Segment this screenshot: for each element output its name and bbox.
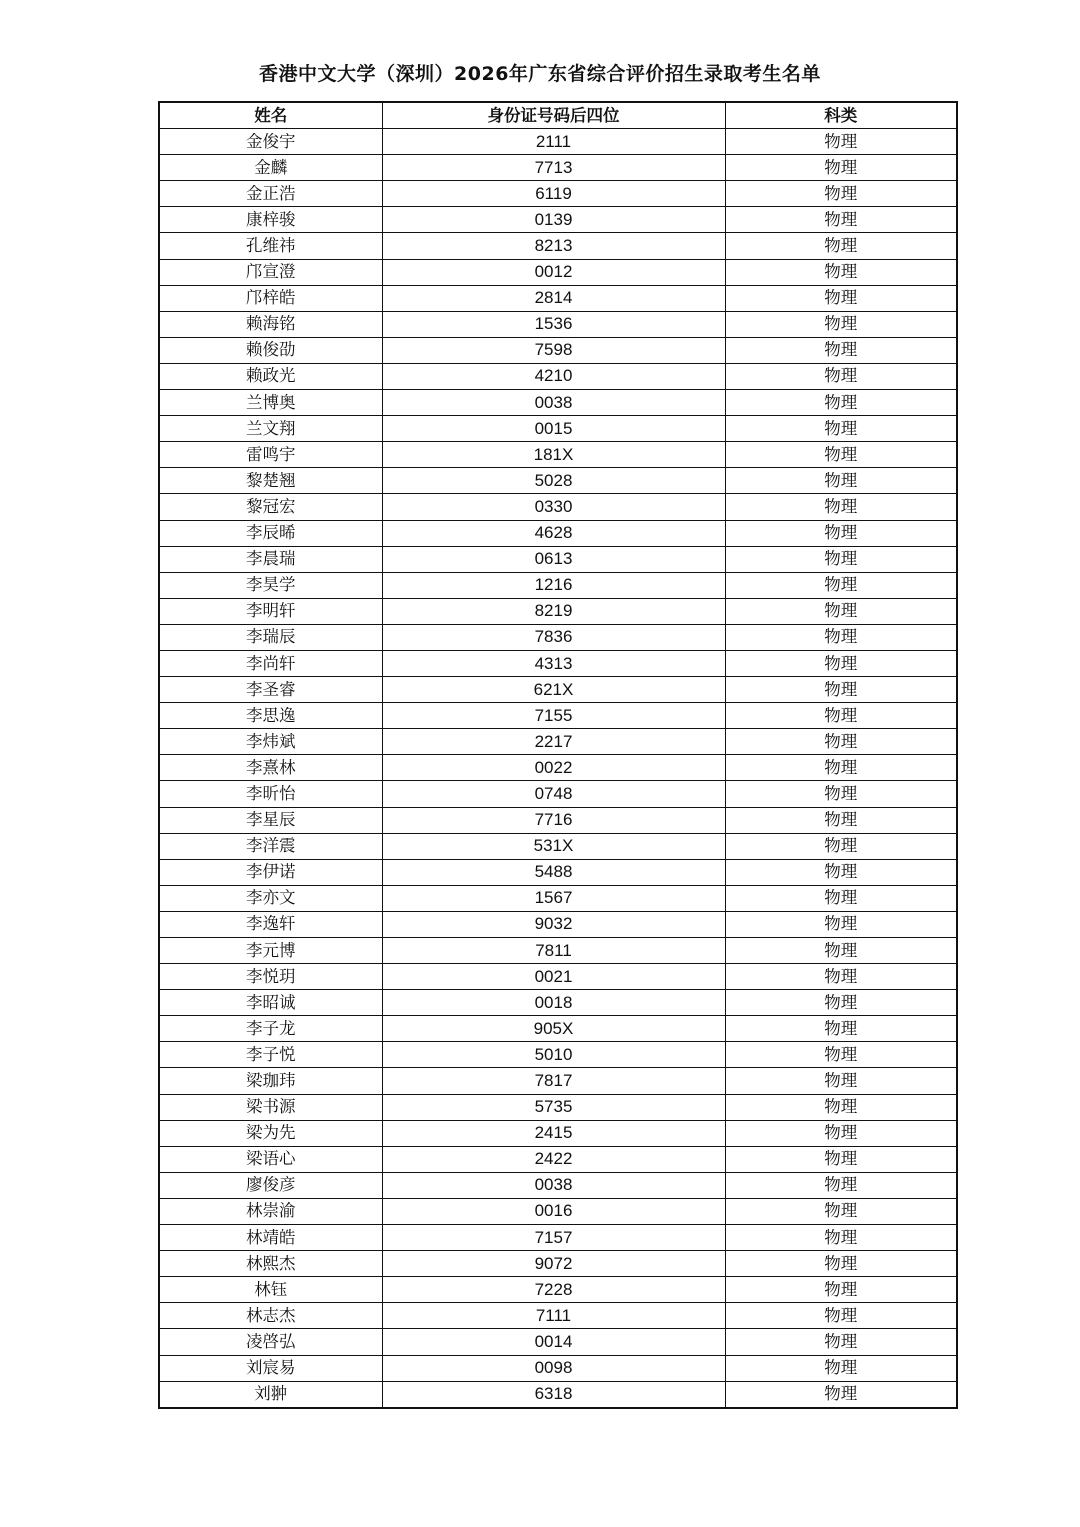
cell-name: 李晨瑞	[159, 546, 382, 572]
cell-id-last4: 7716	[382, 807, 725, 833]
cell-id-last4: 5010	[382, 1042, 725, 1068]
table-row	[159, 650, 957, 676]
header-id-last4: 身份证号码后四位	[382, 102, 725, 129]
table-row	[159, 129, 957, 155]
cell-subject: 物理	[725, 1303, 957, 1329]
cell-id-last4: 2814	[382, 285, 725, 311]
table-row	[159, 1172, 957, 1198]
cell-name: 李亦文	[159, 885, 382, 911]
cell-id-last4: 5028	[382, 468, 725, 494]
cell-name: 李熹林	[159, 755, 382, 781]
cell-subject: 物理	[725, 181, 957, 207]
cell-subject: 物理	[725, 1381, 957, 1408]
cell-subject: 物理	[725, 546, 957, 572]
table-row	[159, 311, 957, 337]
cell-name: 李昭诚	[159, 990, 382, 1016]
header-subject: 科类	[725, 102, 957, 129]
table-row	[159, 964, 957, 990]
cell-subject: 物理	[725, 337, 957, 363]
table-row	[159, 729, 957, 755]
cell-name: 李辰晞	[159, 520, 382, 546]
table-row	[159, 337, 957, 363]
table-row	[159, 938, 957, 964]
cell-id-last4: 0038	[382, 1172, 725, 1198]
cell-id-last4: 0330	[382, 494, 725, 520]
table-row	[159, 1277, 957, 1303]
table-row	[159, 1355, 957, 1381]
page-title: 香港中文大学（深圳）2026年广东省综合评价招生录取考生名单	[259, 63, 821, 85]
cell-subject: 物理	[725, 911, 957, 937]
cell-id-last4: 0021	[382, 964, 725, 990]
cell-id-last4: 5735	[382, 1094, 725, 1120]
cell-subject: 物理	[725, 207, 957, 233]
cell-id-last4: 1216	[382, 572, 725, 598]
cell-name: 梁书源	[159, 1094, 382, 1120]
cell-subject: 物理	[725, 964, 957, 990]
table-row	[159, 285, 957, 311]
cell-id-last4: 7598	[382, 337, 725, 363]
cell-id-last4: 0014	[382, 1329, 725, 1355]
cell-name: 刘翀	[159, 1381, 382, 1408]
cell-id-last4: 1536	[382, 311, 725, 337]
cell-subject: 物理	[725, 468, 957, 494]
cell-id-last4: 0016	[382, 1198, 725, 1224]
cell-name: 赖政光	[159, 363, 382, 389]
table-row	[159, 990, 957, 1016]
cell-id-last4: 0018	[382, 990, 725, 1016]
cell-id-last4: 7817	[382, 1068, 725, 1094]
table-row	[159, 416, 957, 442]
cell-id-last4: 7713	[382, 155, 725, 181]
cell-name: 李悦玥	[159, 964, 382, 990]
table-row	[159, 1094, 957, 1120]
cell-subject: 物理	[725, 624, 957, 650]
cell-id-last4: 621X	[382, 677, 725, 703]
cell-name: 林志杰	[159, 1303, 382, 1329]
table-row	[159, 468, 957, 494]
table-row	[159, 1225, 957, 1251]
cell-name: 康梓骏	[159, 207, 382, 233]
cell-id-last4: 2217	[382, 729, 725, 755]
cell-id-last4: 8219	[382, 598, 725, 624]
cell-name: 梁珈玮	[159, 1068, 382, 1094]
table-row	[159, 520, 957, 546]
table-row	[159, 911, 957, 937]
table-row	[159, 807, 957, 833]
cell-name: 赖海铭	[159, 311, 382, 337]
cell-name: 李炜斌	[159, 729, 382, 755]
table-row	[159, 233, 957, 259]
cell-name: 李明轩	[159, 598, 382, 624]
table-row	[159, 546, 957, 572]
cell-subject: 物理	[725, 859, 957, 885]
cell-subject: 物理	[725, 155, 957, 181]
cell-id-last4: 7836	[382, 624, 725, 650]
cell-name: 李尚轩	[159, 650, 382, 676]
cell-subject: 物理	[725, 703, 957, 729]
cell-subject: 物理	[725, 1016, 957, 1042]
cell-id-last4: 0015	[382, 416, 725, 442]
cell-id-last4: 6119	[382, 181, 725, 207]
cell-name: 金麟	[159, 155, 382, 181]
table-row	[159, 755, 957, 781]
cell-id-last4: 905X	[382, 1016, 725, 1042]
cell-name: 黎楚翘	[159, 468, 382, 494]
cell-id-last4: 7155	[382, 703, 725, 729]
cell-subject: 物理	[725, 363, 957, 389]
cell-subject: 物理	[725, 1198, 957, 1224]
table-row	[159, 494, 957, 520]
cell-id-last4: 1567	[382, 885, 725, 911]
cell-subject: 物理	[725, 598, 957, 624]
cell-name: 邝梓皓	[159, 285, 382, 311]
cell-id-last4: 0139	[382, 207, 725, 233]
table-row	[159, 1016, 957, 1042]
cell-id-last4: 0038	[382, 390, 725, 416]
cell-name: 金俊宇	[159, 129, 382, 155]
cell-id-last4: 7111	[382, 1303, 725, 1329]
table-row	[159, 885, 957, 911]
table-row	[159, 1381, 957, 1408]
cell-name: 兰文翔	[159, 416, 382, 442]
table-row	[159, 859, 957, 885]
cell-name: 林钰	[159, 1277, 382, 1303]
table-row	[159, 1303, 957, 1329]
table-row	[159, 1042, 957, 1068]
table-row	[159, 1068, 957, 1094]
table-row	[159, 703, 957, 729]
cell-name: 李伊诺	[159, 859, 382, 885]
cell-id-last4: 7228	[382, 1277, 725, 1303]
table-row	[159, 259, 957, 285]
cell-subject: 物理	[725, 233, 957, 259]
cell-name: 李圣睿	[159, 677, 382, 703]
cell-subject: 物理	[725, 650, 957, 676]
cell-subject: 物理	[725, 1094, 957, 1120]
cell-id-last4: 9072	[382, 1251, 725, 1277]
cell-name: 李思逸	[159, 703, 382, 729]
cell-id-last4: 7811	[382, 938, 725, 964]
cell-id-last4: 2111	[382, 129, 725, 155]
table-row	[159, 1251, 957, 1277]
cell-subject: 物理	[725, 520, 957, 546]
cell-id-last4: 0748	[382, 781, 725, 807]
table-row	[159, 207, 957, 233]
cell-name: 林靖皓	[159, 1225, 382, 1251]
cell-id-last4: 6318	[382, 1381, 725, 1408]
cell-subject: 物理	[725, 781, 957, 807]
cell-name: 李昊学	[159, 572, 382, 598]
cell-subject: 物理	[725, 416, 957, 442]
cell-subject: 物理	[725, 259, 957, 285]
cell-id-last4: 0613	[382, 546, 725, 572]
cell-name: 李子龙	[159, 1016, 382, 1042]
table-row	[159, 781, 957, 807]
cell-id-last4: 5488	[382, 859, 725, 885]
cell-name: 林崇渝	[159, 1198, 382, 1224]
table-row	[159, 1329, 957, 1355]
table-row	[159, 572, 957, 598]
table-row	[159, 155, 957, 181]
table-row	[159, 181, 957, 207]
cell-name: 李瑞辰	[159, 624, 382, 650]
admission-table	[158, 101, 958, 1409]
table-header-row	[159, 102, 957, 129]
cell-name: 黎冠宏	[159, 494, 382, 520]
cell-id-last4: 0012	[382, 259, 725, 285]
cell-subject: 物理	[725, 494, 957, 520]
cell-name: 兰博奥	[159, 390, 382, 416]
cell-name: 李洋震	[159, 833, 382, 859]
cell-subject: 物理	[725, 1172, 957, 1198]
table-row	[159, 1146, 957, 1172]
cell-name: 梁为先	[159, 1120, 382, 1146]
cell-id-last4: 4313	[382, 650, 725, 676]
cell-subject: 物理	[725, 572, 957, 598]
cell-name: 李子悦	[159, 1042, 382, 1068]
cell-name: 林熙杰	[159, 1251, 382, 1277]
cell-subject: 物理	[725, 1042, 957, 1068]
cell-name: 李昕怡	[159, 781, 382, 807]
cell-subject: 物理	[725, 677, 957, 703]
cell-subject: 物理	[725, 1251, 957, 1277]
table-row	[159, 677, 957, 703]
cell-id-last4: 2422	[382, 1146, 725, 1172]
cell-name: 邝宣澄	[159, 259, 382, 285]
cell-id-last4: 9032	[382, 911, 725, 937]
cell-id-last4: 4628	[382, 520, 725, 546]
cell-subject: 物理	[725, 285, 957, 311]
cell-subject: 物理	[725, 807, 957, 833]
cell-subject: 物理	[725, 1277, 957, 1303]
table-row	[159, 442, 957, 468]
cell-name: 孔维祎	[159, 233, 382, 259]
cell-subject: 物理	[725, 390, 957, 416]
table-row	[159, 624, 957, 650]
cell-subject: 物理	[725, 1120, 957, 1146]
cell-name: 梁语心	[159, 1146, 382, 1172]
cell-id-last4: 181X	[382, 442, 725, 468]
cell-name: 赖俊劭	[159, 337, 382, 363]
cell-subject: 物理	[725, 1068, 957, 1094]
cell-name: 李元博	[159, 938, 382, 964]
cell-subject: 物理	[725, 833, 957, 859]
cell-subject: 物理	[725, 311, 957, 337]
cell-name: 李逸轩	[159, 911, 382, 937]
table-body	[159, 129, 957, 1408]
table-row	[159, 1198, 957, 1224]
cell-name: 廖俊彦	[159, 1172, 382, 1198]
cell-subject: 物理	[725, 1225, 957, 1251]
table-row	[159, 598, 957, 624]
cell-name: 刘宸易	[159, 1355, 382, 1381]
cell-subject: 物理	[725, 990, 957, 1016]
cell-subject: 物理	[725, 938, 957, 964]
cell-subject: 物理	[725, 1355, 957, 1381]
table-row	[159, 390, 957, 416]
cell-id-last4: 2415	[382, 1120, 725, 1146]
cell-name: 金正浩	[159, 181, 382, 207]
table-row	[159, 363, 957, 389]
cell-subject: 物理	[725, 755, 957, 781]
cell-id-last4: 8213	[382, 233, 725, 259]
cell-name: 凌啓弘	[159, 1329, 382, 1355]
cell-subject: 物理	[725, 729, 957, 755]
cell-id-last4: 4210	[382, 363, 725, 389]
cell-name: 李星辰	[159, 807, 382, 833]
cell-subject: 物理	[725, 1329, 957, 1355]
cell-name: 雷鸣宇	[159, 442, 382, 468]
cell-id-last4: 0022	[382, 755, 725, 781]
table-row	[159, 833, 957, 859]
cell-id-last4: 531X	[382, 833, 725, 859]
cell-subject: 物理	[725, 129, 957, 155]
cell-subject: 物理	[725, 885, 957, 911]
table-row	[159, 1120, 957, 1146]
cell-id-last4: 0098	[382, 1355, 725, 1381]
cell-id-last4: 7157	[382, 1225, 725, 1251]
header-name: 姓名	[159, 102, 382, 129]
cell-subject: 物理	[725, 1146, 957, 1172]
cell-subject: 物理	[725, 442, 957, 468]
